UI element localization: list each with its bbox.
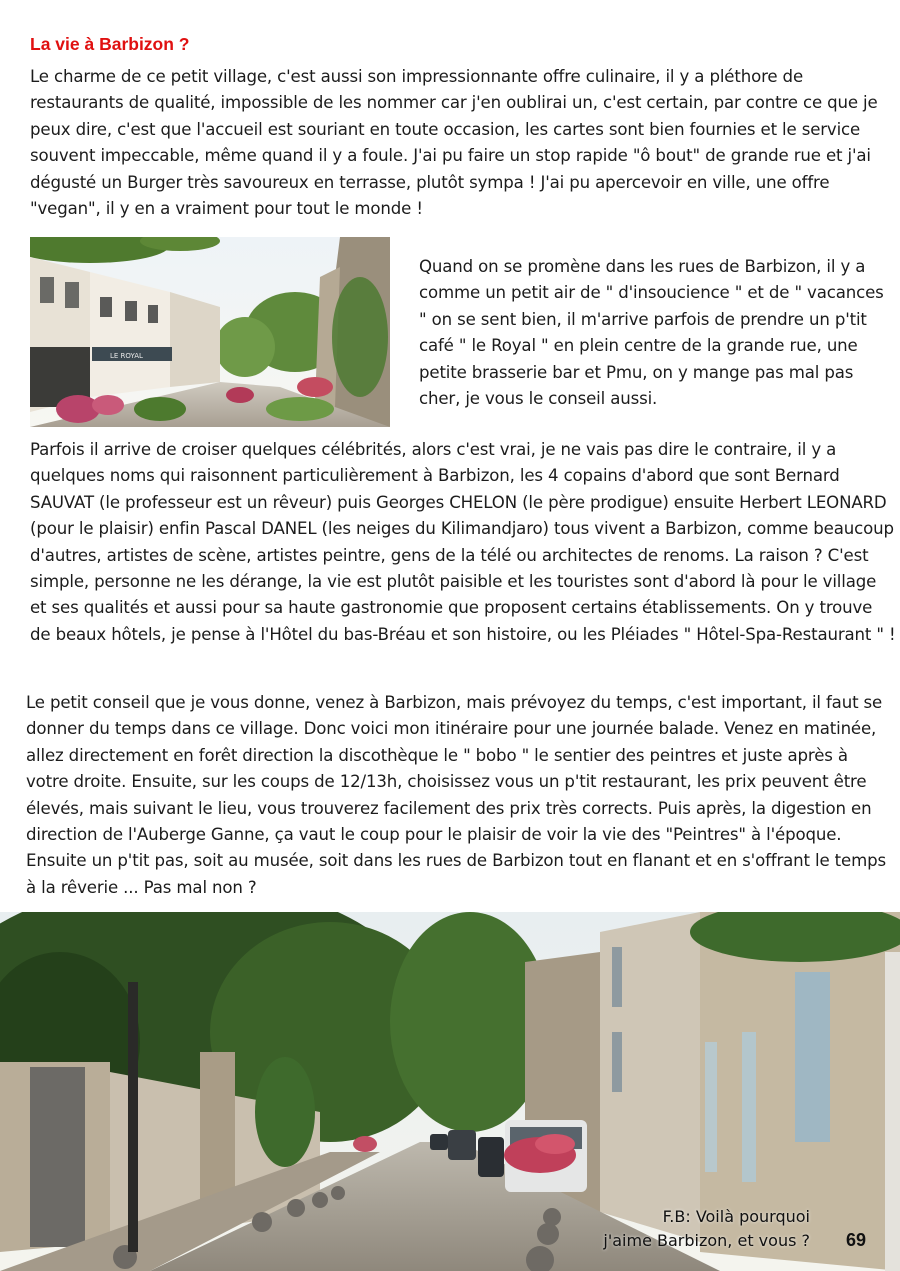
paragraph-celebrities: Parfois il arrive de croiser quelques célébrités, alors c'est vrai, je ne vais pas dire le contraire, il y a quelques noms qui raisonnent particulièrement à Barbizon, les 4 copains d'abord que sont Bernard SAUVAT (le professeur est un rêveur) puis Georges CHELON (le père prodigue) ensuite Herbert LEONARD (pour le plaisir) enfin Pascal DANEL (les neiges du Kilimandjaro) tous vivent a Barbizon, comme beaucoup d'autres, artistes de scène, artistes peintre, gens de la télé ou architectes de renoms. La raison ? C'est simple, personne ne les dérange, la vie est plutôt paisible et les touristes sont d'abord là pour le village et ses qualités et aussi pour sa haute gastronomie que proposent certains établissements. On y trouve de beaux hôtels, je pense à l'Hôtel du bas-Bréau et son histoire, ou les Pléiades " Hôtel-Spa-Restaurant " ! <box>30 440 896 644</box>
caption-line-2: j'aime Barbizon, et vous ? <box>603 1231 810 1250</box>
paragraph-intro: Le charme de ce petit village, c'est aussi son impressionnante offre culinaire, il y a pléthore de restaurants de qualité, impossible de les nommer car j'en oublirai un, c'est certain, par contre ce que je peux dire, c'est que l'accueil est souriant en toute occasion, les cartes sont bien fournies et le service souvent impeccable, même quand il y a foule. J'ai pu faire un stop rapide "ô bout" de grande rue et j'ai dégusté un Burger très savoureux en terrasse, plutôt sympa ! J'ai pu apercevoir en ville, une offre "vegan", il y en a vraiment pour tout le monde ! <box>30 67 878 219</box>
paragraph-advice: Le petit conseil que je vous donne, venez à Barbizon, mais prévoyez du temps, c'est important, il faut se donner du temps dans ce village. Donc voici mon itinéraire pour une journée balade. Venez en matinée, allez directement en forêt direction la discothèque le " bobo " le sentier des peintres et juste après à votre droite. Ensuite, sur les coups de 12/13h, choisissez vous un p'tit restaurant, les prix peuvent être élevés, mais suivant le lieu, vous trouverez facilement des prix très corrects. Puis après, la digestion en direction de l'Auberge Ganne, ça vaut le coup pour le plaisir de voir la vie des "Peintres" à l'époque. Ensuite un p'tit pas, soit au musée, soit dans les rues de Barbizon tout en flanant et en s'offrant le temps à la rêverie ... Pas mal non ? <box>26 693 886 897</box>
photo-caption <box>560 1205 810 1253</box>
caption-line-1: F.B: Voilà pourquoi <box>662 1207 810 1226</box>
page-heading: La vie à Barbizon ? <box>30 34 190 54</box>
paragraph-promenade: Quand on se promène dans les rues de Barbizon, il y a comme un petit air de " d'insoucience " et de " vacances " on se sent bien, il m'arrive parfois de prendre un p'tit café " le Royal " en plein centre de la grande rue, une petite brasserie bar et Pmu, on y mange pas mal pas cher, je vous le conseil aussi. <box>419 257 884 409</box>
street-photo-top <box>30 237 390 427</box>
royal-sign: LE ROYAL <box>110 352 143 360</box>
page-number: 69 <box>846 1230 867 1250</box>
